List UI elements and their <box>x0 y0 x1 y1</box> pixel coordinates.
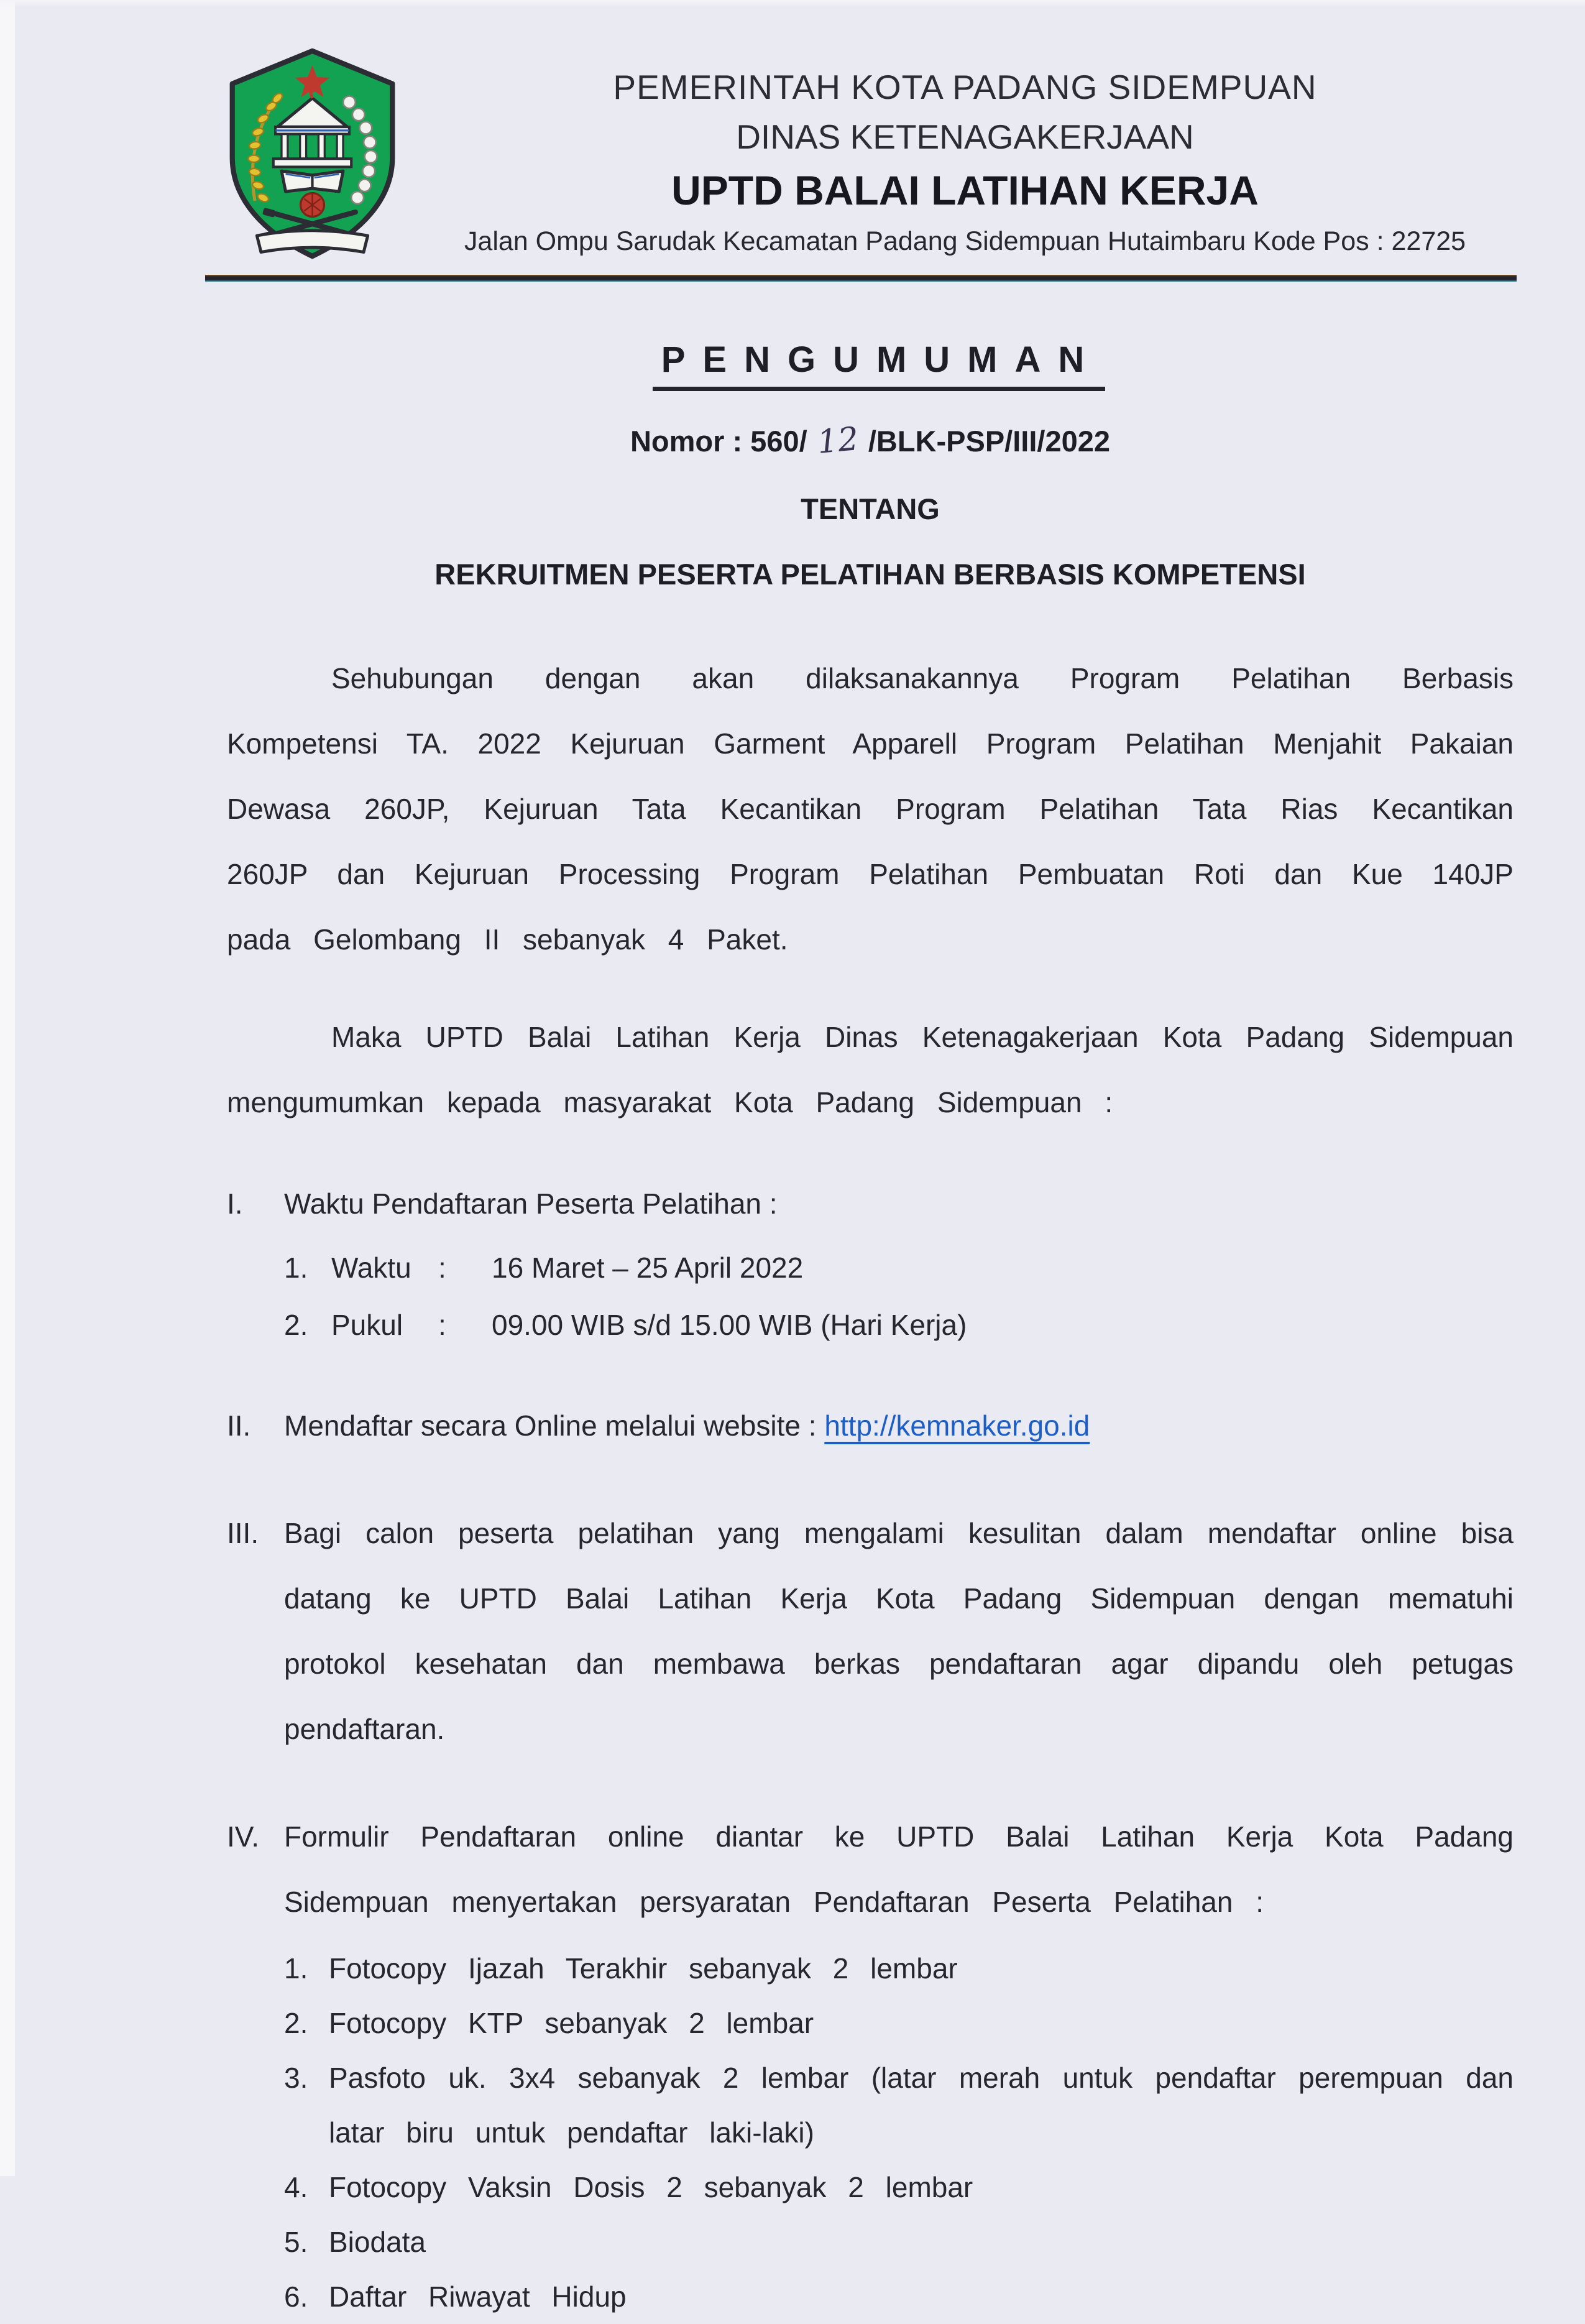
list-number: 6. <box>284 2280 308 2313</box>
tentang-label: TENTANG <box>801 492 940 525</box>
document-body <box>0 339 1585 2324</box>
row-label: Pukul <box>331 1309 403 1341</box>
online-registration-text: Mendaftar secara Online melalui website : <box>284 1409 817 1442</box>
section-registration-time <box>227 1171 1514 1237</box>
schedule-row-waktu <box>284 1239 1514 1296</box>
list-number: 2. <box>284 1309 308 1341</box>
padang-sidempuan-crest-icon <box>205 45 420 262</box>
row-value: 09.00 WIB s/d 15.00 WIB (Hari Kerja) <box>492 1309 967 1341</box>
section-numeral: II. <box>227 1409 251 1442</box>
list-text: Pasfoto uk. 3x4 sebanyak 2 lembar (latar merah untuk pendaftar perempuan dan latar biru untuk pendaftar laki-laki) <box>329 2062 1514 2149</box>
announcement-paragraph: Maka UPTD Balai Latihan Kerja Dinas Ketenagakerjaan Kota Padang Sidempuan mengumumkan kepada masyarakat Kota Padang Sidempuan : <box>227 1021 1514 1118</box>
department-name: DINAS KETENAGAKERJAAN <box>736 118 1194 156</box>
requirements-list <box>284 1941 1514 2324</box>
list-number: 1. <box>284 1952 308 1985</box>
page-title-text: PENGUMUMAN <box>653 339 1106 391</box>
section-numeral: IV. <box>227 1820 260 1853</box>
section-text: Bagi calon peserta pelatihan yang mengalami kesulitan dalam mendaftar online bisa datang ke UPTD Balai Latihan Kerja Kota Padang Sidempuan dengan mematuhi protokol kesehatan dan membawa berkas pendaftaran agar dipandu oleh petugas pendaftaran. <box>284 1517 1514 1745</box>
section-offline-help <box>227 1501 1514 1762</box>
schedule-row-pukul <box>284 1296 1514 1353</box>
handwritten-number: 12 <box>815 420 860 461</box>
requirement-item <box>284 1941 1514 1996</box>
requirement-item <box>284 1996 1514 2050</box>
section-requirements <box>227 1804 1514 1935</box>
section-numeral: I. <box>227 1187 243 1220</box>
section-text: Formulir Pendaftaran online diantar ke UPTD Balai Latihan Kerja Kota Padang Sidempuan menyertakan persyaratan Pendaftaran Peserta Pelatihan : <box>284 1820 1514 1918</box>
list-text: Fotocopy KTP sebanyak 2 lembar <box>329 2007 814 2039</box>
list-text: Fotocopy Ijazah Terakhir sebanyak 2 lembar <box>329 1952 958 1985</box>
list-number: 2. <box>284 2007 308 2039</box>
requirement-item <box>284 2160 1514 2215</box>
section-online-registration <box>227 1393 1514 1459</box>
schedule-list <box>284 1239 1514 1353</box>
list-text: Daftar Riwayat Hidup <box>329 2280 627 2313</box>
document-number-suffix: /BLK-PSP/III/2022 <box>868 425 1111 458</box>
section-text: Waktu Pendaftaran Peserta Pelatihan : <box>284 1187 778 1220</box>
page-title <box>227 339 1514 391</box>
list-number: 4. <box>284 2171 308 2203</box>
document-number-prefix: Nomor : 560/ <box>630 425 807 458</box>
list-number: 3. <box>284 2062 308 2094</box>
government-name: PEMERINTAH KOTA PADANG SIDEMPUAN <box>613 68 1317 106</box>
list-number: 1. <box>284 1252 308 1284</box>
list-text: Biodata <box>329 2226 426 2258</box>
letterhead-text <box>420 45 1510 257</box>
row-colon: : <box>438 1252 446 1284</box>
scan-edge-left <box>0 0 15 2176</box>
office-name: UPTD BALAI LATIHAN KERJA <box>671 167 1259 213</box>
row-colon: : <box>438 1309 446 1341</box>
section-text <box>284 1393 1514 1459</box>
section-numeral: III. <box>227 1517 259 1549</box>
row-value: 16 Maret – 25 April 2022 <box>492 1252 804 1284</box>
scan-edge-top <box>0 0 1585 7</box>
subject-line: REKRUITMEN PESERTA PELATIHAN BERBASIS KOMPETENSI <box>434 558 1306 591</box>
requirement-item <box>284 2050 1514 2160</box>
opening-paragraph: Sehubungan dengan akan dilaksanakannya Program Pelatihan Berbasis Kompetensi TA. 2022 Kejuruan Garment Apparell Program Pelatihan Menjahit Pakaian Dewasa 260JP, Kejuruan Tata Kecantikan Program Pelatihan Tata Rias Kecantikan 260JP dan Kejuruan Processing Program Pelatihan Pembuatan Roti dan Kue 140JP pada Gelombang II sebanyak 4 Paket. <box>227 662 1514 956</box>
requirement-item <box>284 2269 1514 2324</box>
list-text: Fotocopy Vaksin Dosis 2 sebanyak 2 lembar <box>329 2171 973 2203</box>
kemnaker-website-link[interactable]: http://kemnaker.go.id <box>824 1409 1090 1442</box>
letterhead-divider <box>205 275 1517 282</box>
letterhead <box>0 0 1585 262</box>
office-address: Jalan Ompu Sarudak Kecamatan Padang Sidempuan Hutaimbaru Kode Pos : 22725 <box>464 226 1466 256</box>
requirement-item <box>284 2215 1514 2269</box>
document-number <box>227 422 1514 459</box>
list-number: 5. <box>284 2226 308 2258</box>
row-label: Waktu <box>331 1252 411 1284</box>
